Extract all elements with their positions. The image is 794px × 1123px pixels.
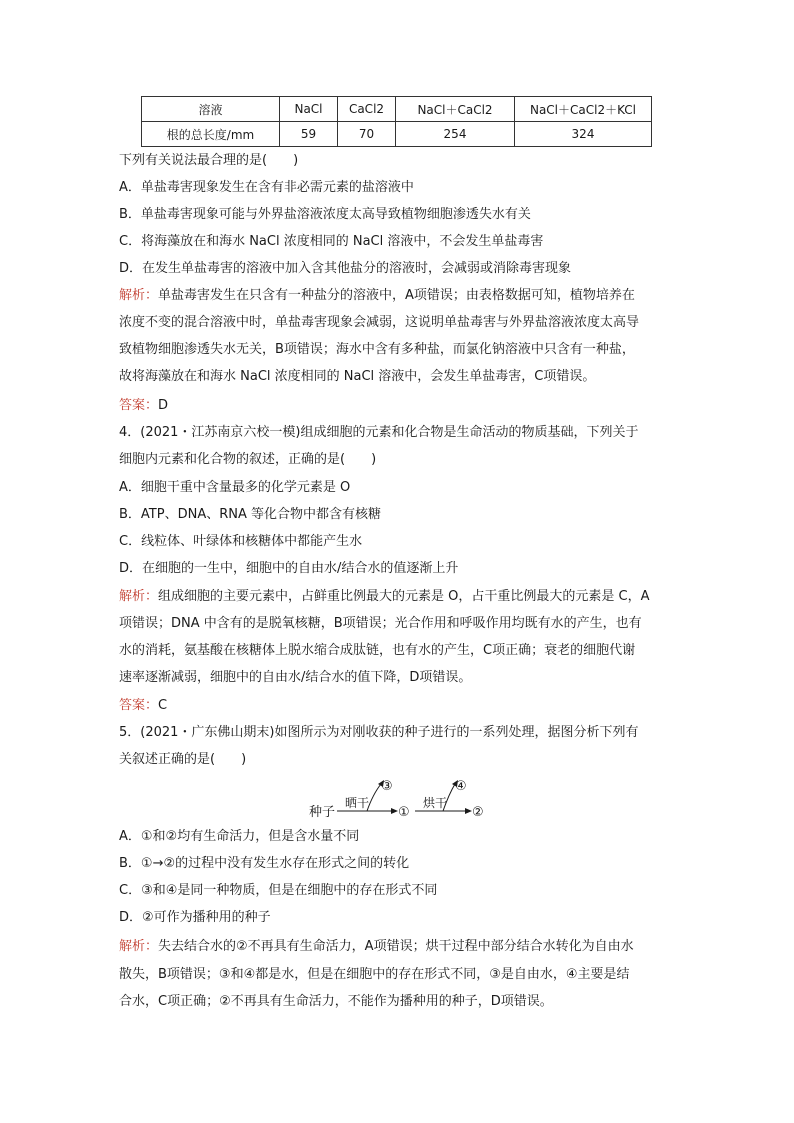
- diagram-arrowhead-2: [465, 808, 472, 814]
- q3-analysis-label: 解析：: [119, 288, 159, 303]
- table-cell: 59: [280, 122, 338, 147]
- q3-answer-label: 答案：: [119, 398, 159, 413]
- q5-option-a: A．①和②均有生命活力，但是含水量不同: [119, 829, 360, 844]
- q5-stem-line-1: 5．(2021・广东佛山期末)如图所示为对刚收获的种子进行的一系列处理，据图分析下列有: [119, 725, 639, 740]
- q3-option-d: D．在发生单盐毒害的溶液中加入含其他盐分的溶液时，会减弱或消除毒害现象: [119, 261, 572, 276]
- table-cell: 324: [515, 122, 652, 147]
- table-row: [142, 122, 652, 147]
- diagram-start-label: 种子: [309, 805, 336, 820]
- q3-analysis-line-2: 浓度不变的混合溶液中时，单盐毒害现象会减弱，这说明单盐毒害与外界盐溶液浓度太高导: [119, 315, 640, 330]
- header-cell-cacl2: CaCl2: [338, 97, 396, 122]
- q5-option-d: D．②可作为播种用的种子: [119, 910, 271, 925]
- diagram-branch-arrow-1: [367, 784, 381, 811]
- diagram-mid-node: ①: [398, 805, 410, 820]
- q5-analysis-line-1: 解析：失去结合水的②不再具有生命活力，A项错误；烘干过程中部分结合水转化为自由水: [119, 939, 634, 954]
- q4-option-d: D．在细胞的一生中，细胞中的自由水/结合水的值逐渐上升: [119, 561, 459, 576]
- q4-option-b: B．ATP、DNA、RNA 等化合物中都含有核糖: [119, 507, 381, 522]
- diagram-step1-label: 晒干: [345, 796, 370, 810]
- q3-analysis-line-1: 解析：单盐毒害发生在只含有一种盐分的溶液中，A项错误；由表格数据可知，植物培养在: [119, 288, 635, 303]
- q4-analysis-line-4: 速率逐渐减弱，细胞中的自由水/结合水的值下降，D项错误。: [119, 670, 472, 685]
- q4-option-a: A．细胞干重中含量最多的化学元素是 O: [119, 480, 351, 495]
- q3-option-b: B．单盐毒害现象可能与外界盐溶液浓度太高导致植物细胞渗透失水有关: [119, 207, 531, 222]
- q4-analysis-label: 解析：: [119, 589, 159, 604]
- diagram-output-1: ③: [381, 779, 393, 794]
- q5-analysis-line-3: 合水，C项正确；②不再具有生命活力，不能作为播种用的种子，D项错误。: [119, 994, 553, 1009]
- q3-option-c: C．将海藻放在和海水 NaCl 浓度相同的 NaCl 溶液中，不会发生单盐毒害: [119, 234, 544, 249]
- table-cell: 254: [396, 122, 515, 147]
- seed-processing-diagram: [305, 774, 505, 824]
- q5-stem-line-2: 关叙述正确的是( ): [119, 752, 247, 767]
- q3-answer: [119, 396, 168, 416]
- header-cell-nacl: NaCl: [280, 97, 338, 122]
- q3-answer-value: D: [158, 398, 169, 413]
- header-cell-nacl-cacl2-kcl: NaCl＋CaCl2＋KCl: [515, 97, 652, 122]
- q3-stem: 下列有关说法最合理的是( ): [119, 153, 299, 168]
- q4-analysis-line-1: 解析：组成细胞的主要元素中，占鲜重比例最大的元素是 O，占干重比例最大的元素是 C，A: [119, 589, 650, 604]
- row-label-cell: 根的总长度/mm: [142, 122, 280, 147]
- q4-stem-line-1: 4．(2021・江苏南京六校一模)组成细胞的元素和化合物是生命活动的物质基础，下列关于: [119, 425, 639, 440]
- diagram-end-node: ②: [472, 805, 484, 820]
- q4-stem-line-2: 细胞内元素和化合物的叙述，正确的是( ): [119, 452, 377, 467]
- q4-answer: [119, 696, 167, 716]
- q5-option-c: C．③和④是同一种物质，但是在细胞中的存在形式不同: [119, 883, 438, 898]
- q5-option-b: B．①→②的过程中没有发生水存在形式之间的转化: [119, 856, 410, 871]
- q3-option-a: A．单盐毒害现象发生在含有非必需元素的盐溶液中: [119, 180, 414, 195]
- diagram-output-2: ④: [455, 779, 467, 794]
- table-cell: 70: [338, 122, 396, 147]
- q4-analysis-line-3: 水的消耗，氨基酸在核糖体上脱水缩合成肽链，也有水的产生，C项正确；衰老的细胞代谢: [119, 643, 636, 658]
- q4-answer-value: C: [158, 698, 168, 713]
- q4-analysis-line-2: 项错误；DNA 中含有的是脱氧核糖，B项错误；光合作用和呼吸作用均既有水的产生，也有: [119, 616, 642, 631]
- q3-analysis-line-4: 故将海藻放在和海水 NaCl 浓度相同的 NaCl 溶液中，会发生单盐毒害，C项错误。: [119, 369, 596, 384]
- diagram-step2-label: 烘干: [423, 796, 448, 810]
- solution-table: [141, 96, 652, 147]
- q4-option-c: C．线粒体、叶绿体和核糖体中都能产生水: [119, 534, 363, 549]
- q4-answer-label: 答案：: [119, 698, 159, 713]
- q5-analysis-line-2: 散失，B项错误；③和④都是水，但是在细胞中的存在形式不同，③是自由水，④主要是结: [119, 967, 630, 982]
- table-header-row: [142, 97, 652, 122]
- q3-analysis-line-3: 致植物细胞渗透失水无关，B项错误；海水中含有多种盐，而氯化钠溶液中只含有一种盐，: [119, 342, 635, 357]
- header-cell-nacl-cacl2: NaCl＋CaCl2: [396, 97, 515, 122]
- q5-analysis-label: 解析：: [119, 939, 159, 954]
- diagram-arrowhead-1: [391, 808, 398, 814]
- header-cell-solution: 溶液: [142, 97, 280, 122]
